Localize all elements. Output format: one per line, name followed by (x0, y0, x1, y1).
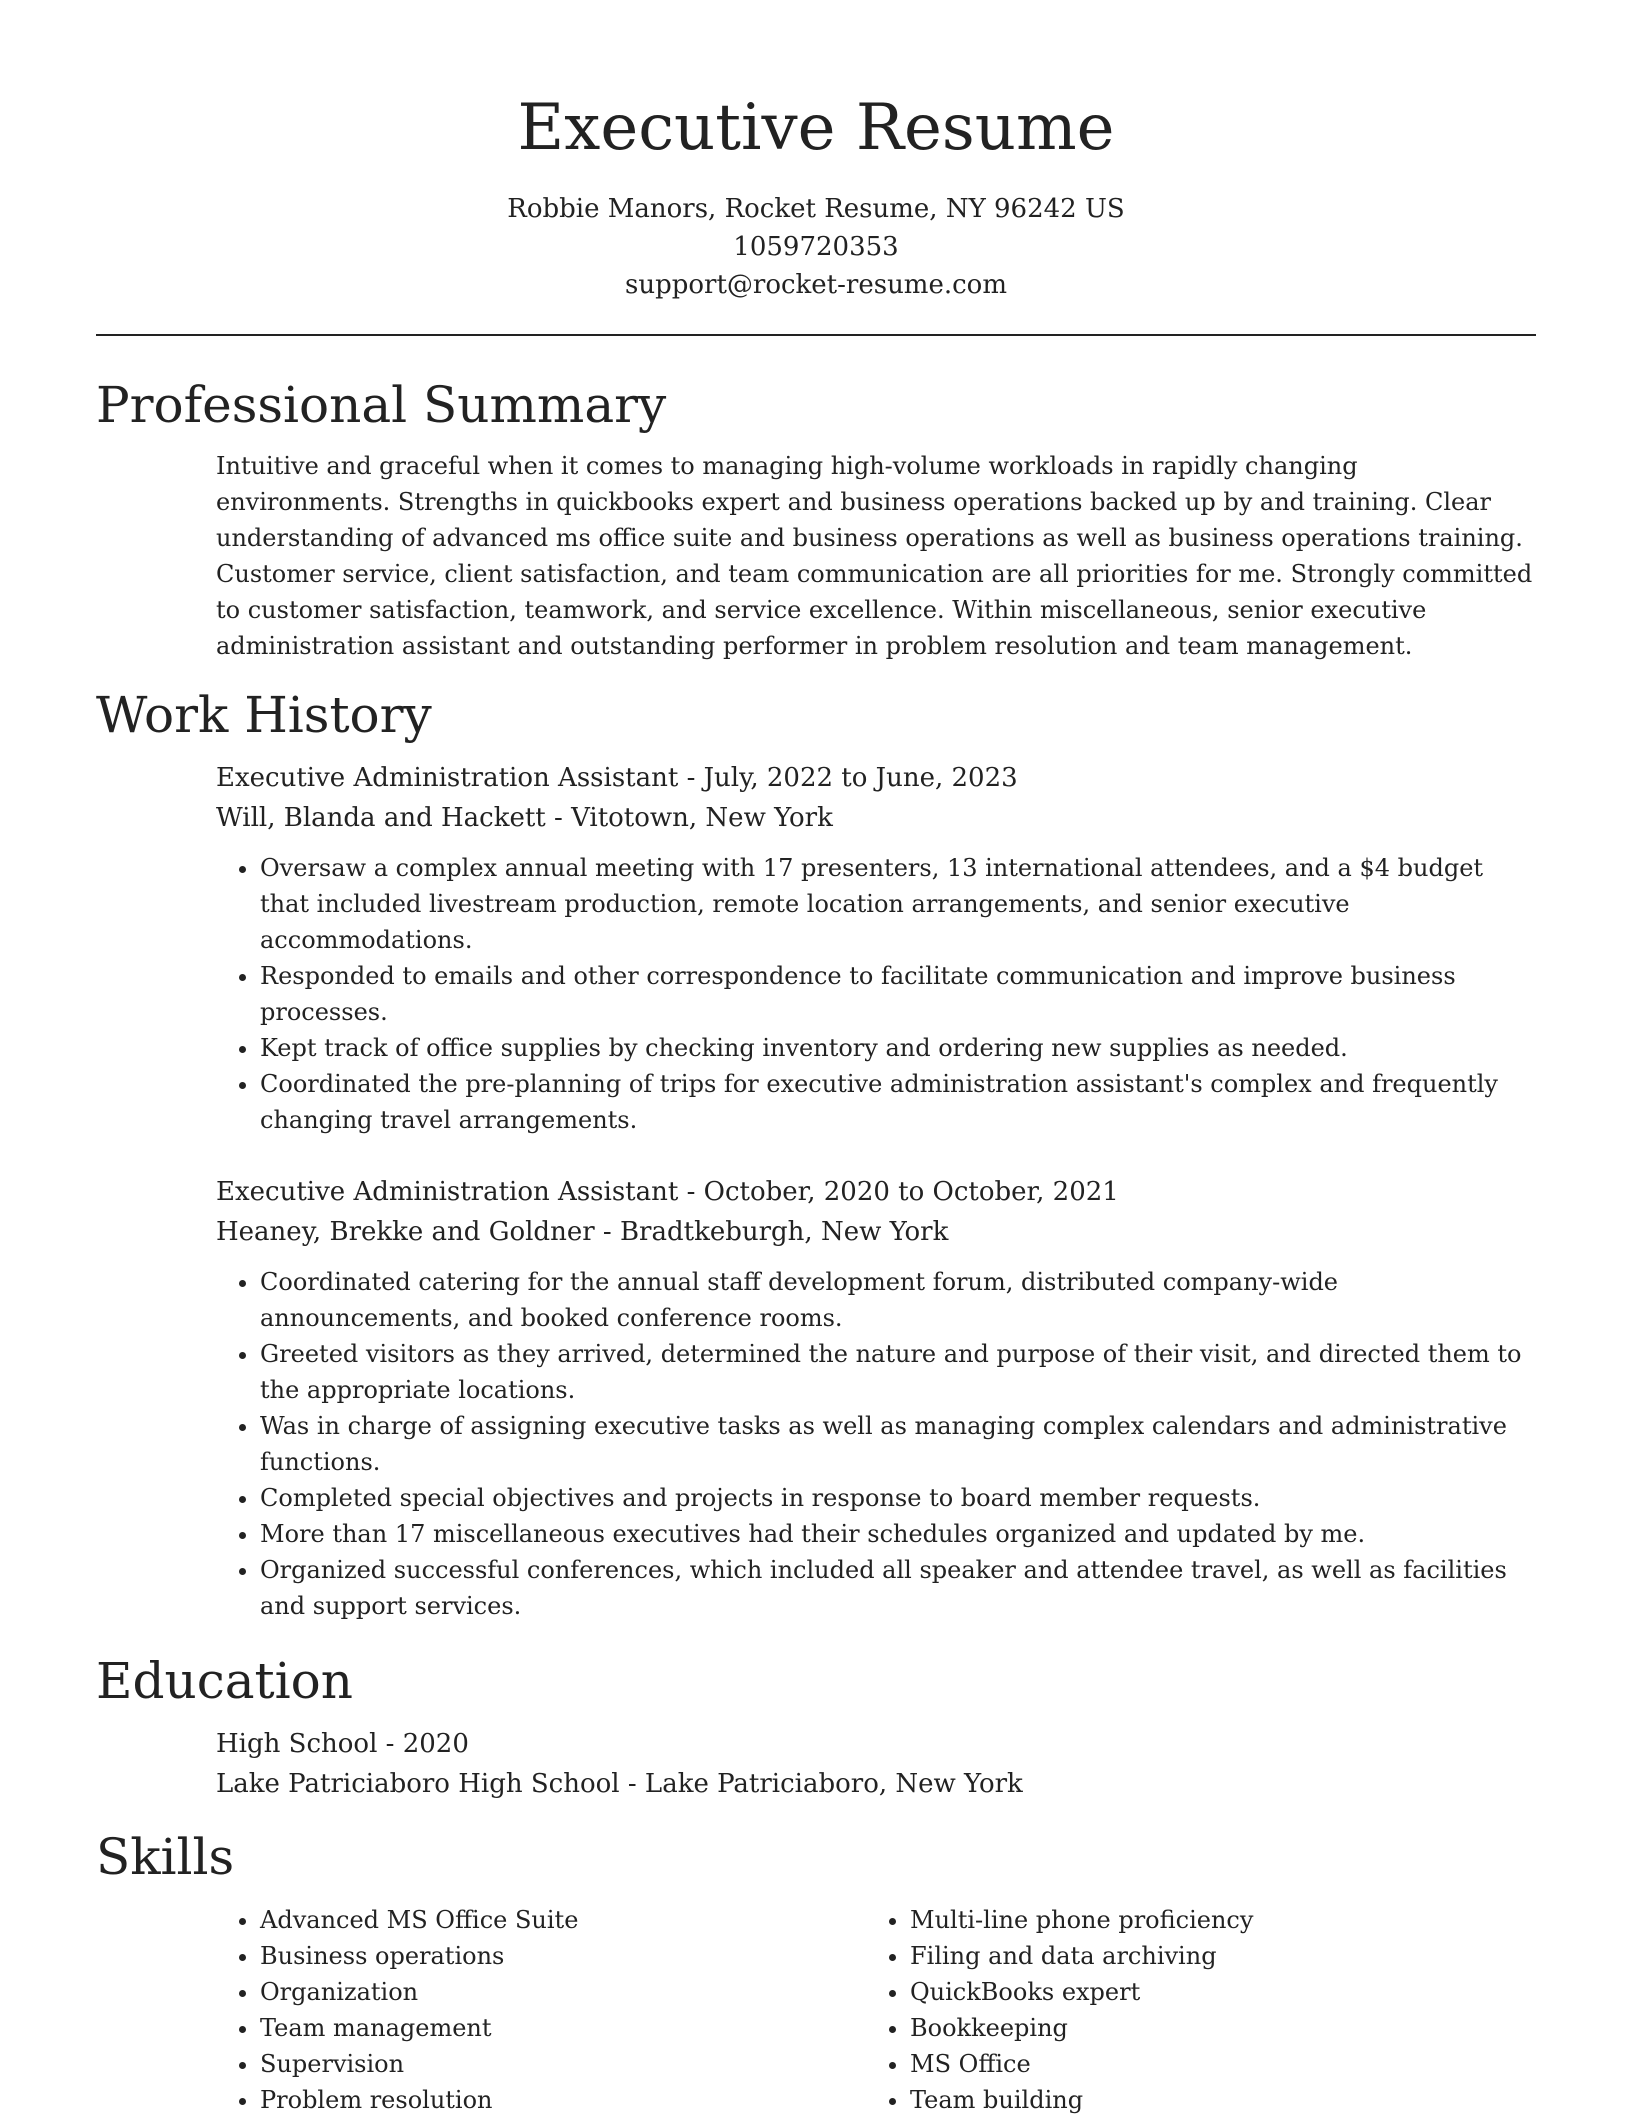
job-bullet: • Completed special objectives and projects in response to board member requests. (260, 1480, 1536, 1516)
job-title: Executive Administration Assistant (216, 763, 679, 793)
job-title: Executive Administration Assistant (216, 1177, 679, 1207)
skill-item: • QuickBooks expert (910, 1974, 1516, 2010)
contact-address: Robbie Manors, Rocket Resume, NY 96242 US (507, 194, 1125, 224)
contact-block (96, 190, 1536, 304)
job-bullet: • More than 17 miscellaneous executives had their schedules organized and updated by me. (260, 1516, 1536, 1552)
job-bullets (216, 1264, 1536, 1624)
education-year: - 2020 (377, 1729, 469, 1759)
job-company-line (216, 1212, 1536, 1252)
education-entry (216, 1724, 1536, 1804)
skill-item: • Team building (910, 2082, 1516, 2118)
job-title-line (216, 758, 1536, 798)
resume-header (96, 0, 1536, 304)
skills-column-right (866, 1902, 1516, 2118)
job-entry (216, 1172, 1536, 1624)
skill-item: • MS Office (910, 2046, 1516, 2082)
job-bullet: • Coordinated catering for the annual staff development forum, distributed company-wide announcements, and booked conference rooms. (260, 1264, 1536, 1336)
job-bullet: • Coordinated the pre-planning of trips for executive administration assistant's complex and frequently changing travel arrangements. (260, 1066, 1536, 1138)
job-bullet: • Was in charge of assigning executive tasks as well as managing complex calendars and administrative functions. (260, 1408, 1536, 1480)
contact-email: support@rocket-resume.com (624, 270, 1007, 300)
skills-list-left (216, 1902, 866, 2118)
skill-item: • Advanced MS Office Suite (260, 1902, 866, 1938)
job-dates: - October, 2020 to October, 2021 (678, 1177, 1119, 1207)
education-degree: High School (216, 1729, 378, 1759)
skill-item: • Team management (260, 2010, 866, 2046)
skill-item: • Supervision (260, 2046, 866, 2082)
contact-phone: 1059720353 (733, 232, 899, 262)
job-bullet: • Greeted visitors as they arrived, determined the nature and purpose of their visit, and directed them to the appropriate locations. (260, 1336, 1536, 1408)
skill-item: • Organization (260, 1974, 866, 2010)
skill-item: • Business operations (260, 1938, 866, 1974)
education-school: Lake Patriciaboro High School (216, 1769, 620, 1799)
summary-heading: Professional Summary (96, 376, 667, 434)
job-dates: - July, 2022 to June, 2023 (678, 763, 1018, 793)
job-bullet: • Kept track of office supplies by checking inventory and ordering new supplies as needed. (260, 1030, 1536, 1066)
education-heading: Education (96, 1652, 353, 1710)
job-bullets (216, 850, 1536, 1138)
job-location: - Vitotown, New York (545, 803, 833, 833)
work-history-heading: Work History (96, 686, 432, 744)
job-bullet: • Organized successful conferences, which included all speaker and attendee travel, as well as facilities and support services. (260, 1552, 1536, 1624)
education-degree-line (216, 1724, 1536, 1764)
skill-item: • Multi-line phone proficiency (910, 1902, 1516, 1938)
skills-grid (216, 1902, 1536, 2118)
job-bullet: • Responded to emails and other correspondence to facilitate communication and improve business processes. (260, 958, 1536, 1030)
education-location: - Lake Patriciaboro, New York (619, 1769, 1023, 1799)
resume-page (96, 0, 1536, 2118)
job-bullet: • Oversaw a complex annual meeting with 17 presenters, 13 international attendees, and a $4 budget that included livestream production, remote location arrangements, and senior executive accommodations. (260, 850, 1536, 958)
skills-column-left (216, 1902, 866, 2118)
header-divider (96, 334, 1536, 336)
education-school-line (216, 1764, 1536, 1804)
job-company: Heaney, Brekke and Goldner (216, 1217, 595, 1247)
job-company-line (216, 798, 1536, 838)
job-location: - Bradtkeburgh, New York (594, 1217, 949, 1247)
skill-item: • Bookkeeping (910, 2010, 1516, 2046)
summary-text: Intuitive and graceful when it comes to managing high-volume workloads in rapidly changing environments. Strengths in quickbooks expert and business operations backed up by and training. Clear understanding of advanced ms office suite and business operations as well as business operations training. Customer service, client satisfaction, and team communication are all priorities for me. Strongly committed to customer satisfaction, teamwork, and service excellence. Within miscellaneous, senior executive administration assistant and outstanding performer in problem resolution and team management. (216, 452, 1533, 660)
skills-heading: Skills (96, 1828, 235, 1886)
job-company: Will, Blanda and Hackett (216, 803, 546, 833)
page-title: Executive Resume (517, 91, 1115, 165)
job-title-line (216, 1172, 1536, 1212)
job-entry (216, 758, 1536, 1138)
skill-item: • Filing and data archiving (910, 1938, 1516, 1974)
skill-item: • Problem resolution (260, 2082, 866, 2118)
skills-list-right (866, 1902, 1516, 2118)
